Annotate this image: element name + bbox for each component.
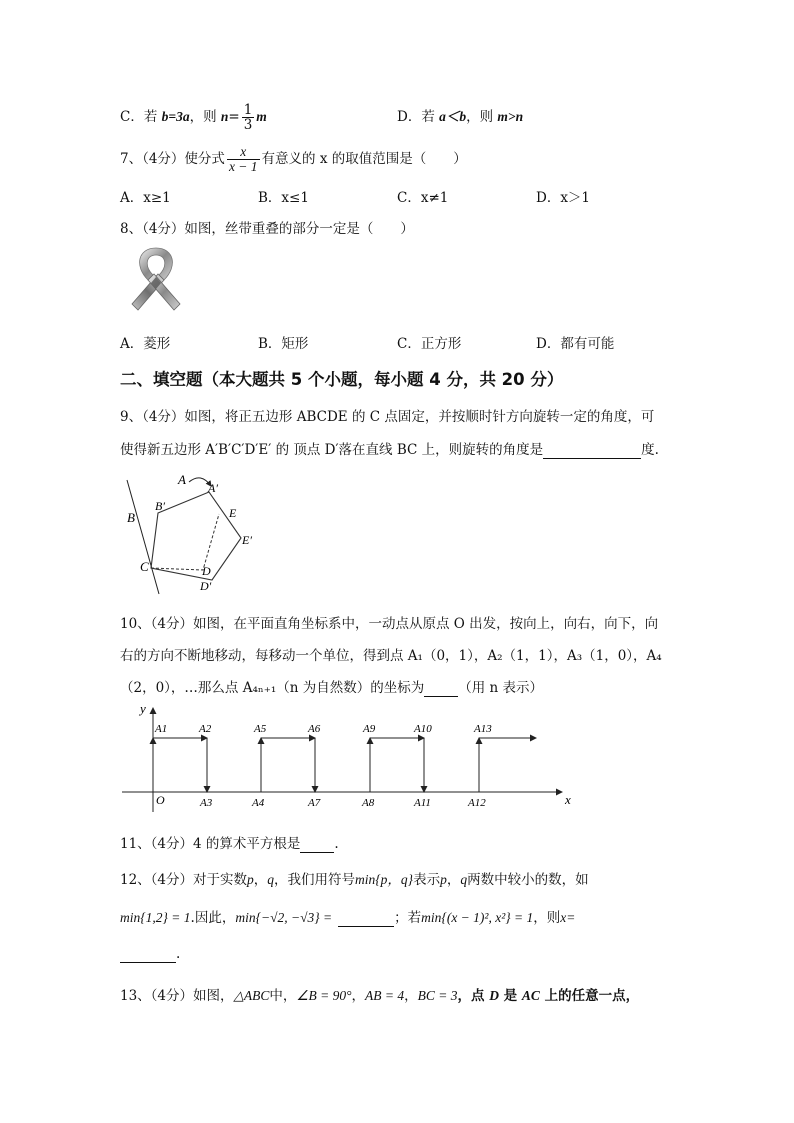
label-c: C [140, 559, 149, 574]
label-a6: A6 [308, 723, 321, 735]
q11-text: 11、（4分）4 的算术平方根是 [120, 836, 301, 852]
label-e-prime: E′ [242, 533, 252, 547]
q13-t5: 是 [498, 988, 522, 1004]
q13-stem [120, 984, 639, 1004]
label-a2: A2 [199, 723, 212, 735]
label-e: E [229, 506, 237, 520]
label-a4: A4 [252, 797, 265, 809]
q12-l3-period: . [176, 946, 181, 962]
q12-l2-b: ；若 [394, 910, 422, 926]
q8-option-a: A．菱形 [120, 336, 171, 352]
label-b-prime: B′ [155, 499, 165, 513]
q12-line-1 [120, 868, 589, 888]
q12-var-p: p [247, 872, 254, 887]
q12-l2-c: ，则 [533, 910, 561, 926]
q11-answer-blank[interactable] [300, 836, 334, 853]
q12-comma: ， [253, 872, 268, 888]
q6-optc-frac-num: 1 [243, 101, 253, 118]
axis-x-label: x [565, 792, 571, 807]
q13-ab: AB = 4 [365, 988, 405, 1003]
q11-period: . [334, 836, 339, 852]
q12-l2-a: .因此， [190, 910, 236, 926]
q9-line-2 [120, 438, 659, 459]
label-a7: A7 [308, 797, 321, 809]
q6-option-c [120, 102, 267, 132]
label-a12: A12 [468, 797, 486, 809]
label-a1: A1 [155, 723, 168, 735]
label-a11: A11 [414, 797, 431, 809]
label-d: D [202, 564, 211, 578]
q12-l1-c: 表示 [413, 872, 441, 888]
q10-line-3-text: （2，0），…那么点 A₄ₙ₊₁（n 为自然数）的坐标为 [120, 680, 425, 696]
q6-optd-result: m>n [497, 109, 524, 124]
q12-comma-2: ， [446, 872, 461, 888]
q6-option-d [397, 102, 523, 132]
q12-var-p-2: p [440, 872, 447, 887]
q9-line-2-unit: 度. [641, 442, 659, 458]
q12-l1-a: 12、（4分）对于实数 [120, 872, 248, 888]
q8-stem: 8、（4分）如图，丝带重叠的部分一定是（ ） [120, 221, 414, 237]
q12-min-expr: min{p，q} [355, 872, 414, 887]
q12-answer-blank-2[interactable] [120, 946, 176, 963]
q7-option-c: C．x≠1 [397, 190, 449, 206]
label-a8: A8 [362, 797, 375, 809]
axis-y-label: y [140, 701, 146, 716]
ribbon-figure [130, 244, 182, 314]
q8-option-d: D．都有可能 [536, 336, 615, 352]
q7-fraction [227, 145, 260, 174]
q13-bc: BC = 3 [417, 988, 458, 1003]
q12-var-q-2: q [460, 872, 468, 887]
q6-optd-cond: a＜b [439, 109, 467, 124]
q6-optd-prefix: D．若 [397, 109, 440, 125]
section-2-title: 二、填空题（本大题共 5 个小题，每小题 4 分，共 20 分） [120, 370, 564, 389]
q6-optc-eq: = [228, 109, 240, 125]
q6-optc-then: ，则 [189, 109, 221, 125]
q6-optd-then: ，则 [466, 109, 498, 125]
q13-triangle: △ABC [233, 988, 270, 1003]
q7-frac-den: x − 1 [228, 159, 258, 174]
q12-l1-b: ，我们用符号 [274, 872, 356, 888]
q7-option-d: D．x＞1 [536, 190, 591, 206]
q7-frac-num: x [227, 145, 260, 160]
q12-var-q: q [267, 872, 275, 887]
q9-answer-blank[interactable] [543, 442, 641, 459]
q9-line-2-text: 使得新五边形 A′B′C′D′E′ 的 顶点 D′落在直线 BC 上，则旋转的角度是 [120, 442, 544, 458]
q12-l1-d: 两数中较小的数，如 [467, 872, 589, 888]
label-a5: A5 [254, 723, 267, 735]
q6-optc-fraction [242, 103, 255, 132]
q6-optc-cond: b=3a [161, 109, 190, 124]
q10-line-3 [120, 676, 543, 697]
q13-t2: ， [351, 988, 366, 1004]
q11-stem [120, 832, 339, 853]
q12-expr-2: min{(x − 1)², x²} = 1 [421, 910, 534, 925]
q12-line-2 [120, 906, 575, 927]
q7-option-b: B．x≤1 [258, 190, 309, 206]
q9-line-1: 9、（4分）如图，将正五边形 ABCDE 的 C 点固定，并按顺时针方向旋转一定的角度，可 [120, 409, 655, 425]
q13-t6: 上的任意一点， [539, 988, 640, 1004]
q13-ac: AC [521, 988, 540, 1003]
label-a10: A10 [414, 723, 432, 735]
q10-line-1: 10、（4分）如图，在平面直角坐标系中，一动点从原点 O 出发，按向上，向右，向下，向 [120, 616, 659, 632]
q7-stem-prefix: 7、（4分）使分式 [120, 151, 225, 167]
q8-option-c: C．正方形 [397, 336, 462, 352]
ribbon-loop [140, 248, 173, 280]
q6-optc-frac-den: 3 [243, 117, 253, 133]
q13-t4: ，点 [457, 988, 490, 1004]
q10-answer-blank[interactable] [424, 680, 458, 697]
label-a-prime: A′ [208, 481, 218, 495]
q6-optc-n: n [220, 109, 229, 124]
q8-option-b: B．矩形 [258, 336, 309, 352]
q7-stem [120, 144, 467, 174]
q13-prefix: 13、（4分）如图， [120, 988, 234, 1004]
label-b: B [127, 510, 135, 525]
label-a9: A9 [363, 723, 376, 735]
q10-line-3-suffix: （用 n 表示） [458, 680, 544, 696]
label-d-prime: D′ [200, 579, 212, 593]
q12-example: min{1,2} = 1 [120, 910, 191, 925]
q12-x-eq: x= [560, 910, 576, 925]
label-a: A [178, 472, 186, 487]
q13-point-d: D [489, 988, 499, 1003]
pentagon-figure [115, 466, 275, 598]
q12-line-3 [120, 946, 180, 963]
q13-angle: ∠B = 90° [296, 988, 352, 1003]
q6-optc-m: m [256, 109, 267, 124]
q13-t3: ， [404, 988, 418, 1004]
pentagon-original-dashed [151, 514, 219, 570]
q7-option-a: A．x≥1 [120, 190, 171, 206]
q12-expr-1: min{−√2, −√3} = [235, 910, 333, 925]
label-a13: A13 [474, 723, 492, 735]
q12-answer-blank-1[interactable] [338, 910, 394, 927]
line-bc [127, 480, 159, 594]
label-a3: A3 [200, 797, 213, 809]
q13-t1: 中， [269, 988, 297, 1004]
path-segments [153, 738, 536, 792]
q6-optc-prefix: C．若 [120, 109, 162, 125]
coordinate-path-figure [118, 700, 580, 812]
q10-line-2: 右的方向不断地移动，每移动一个单位，得到点 A₁（0，1），A₂（1，1），A₃（1，0），A₄ [120, 648, 662, 664]
q7-stem-suffix: 有意义的 x 的取值范围是（ ） [261, 151, 467, 167]
origin-label: O [156, 793, 165, 807]
